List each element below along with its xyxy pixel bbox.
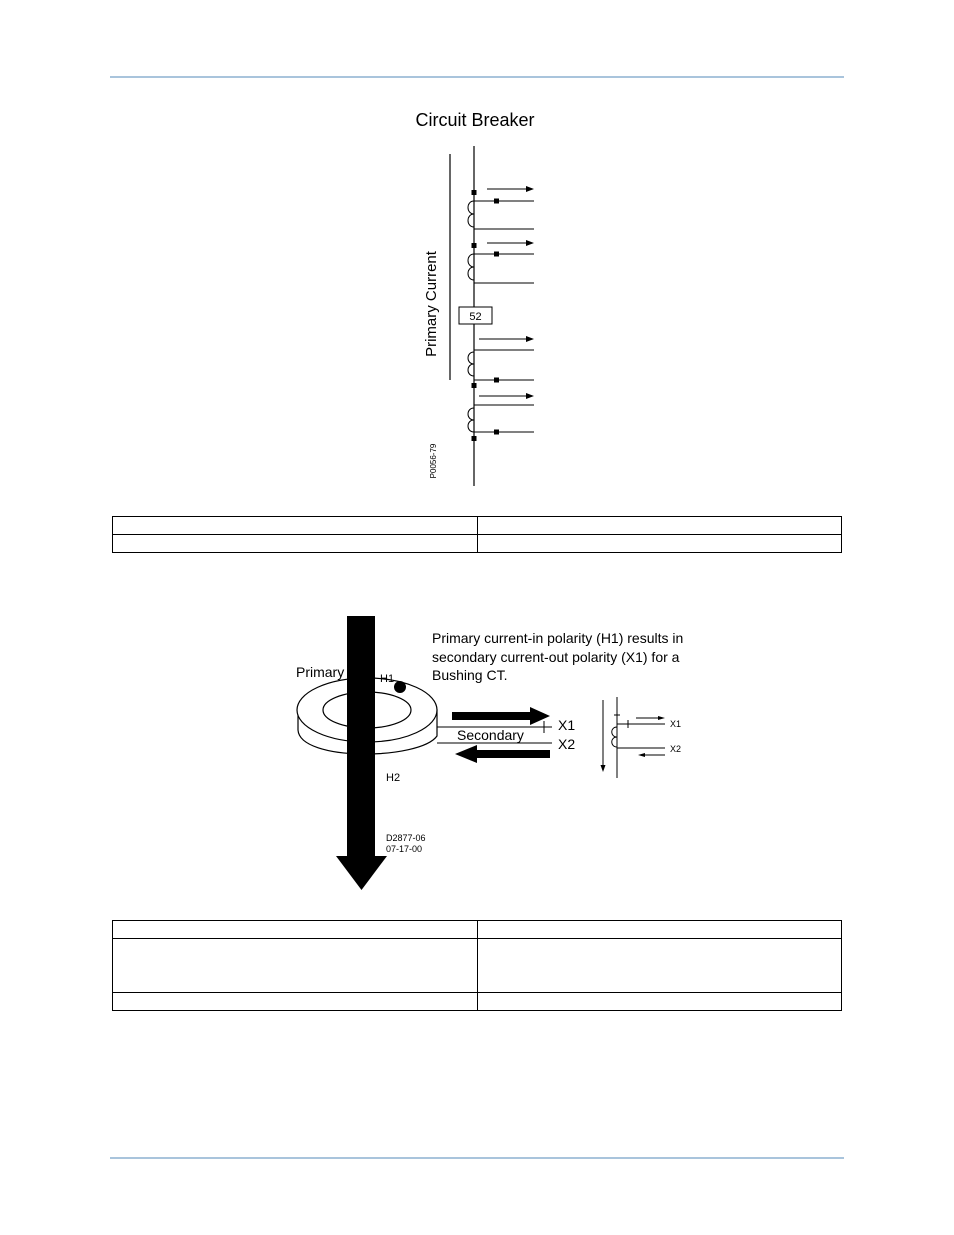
table-cell bbox=[113, 993, 478, 1011]
schematic-x2-label: X2 bbox=[670, 744, 682, 754]
circuit-breaker-title: Circuit Breaker bbox=[415, 110, 535, 130]
x2-label: X2 bbox=[558, 736, 576, 752]
table-cell bbox=[113, 921, 478, 939]
table-row bbox=[113, 993, 842, 1011]
h1-polarity-dot bbox=[394, 681, 406, 693]
drawing-id: D2877-06 bbox=[386, 833, 426, 843]
footer-rule bbox=[110, 1157, 844, 1159]
polarity-caption-line-2: secondary current-out polarity (X1) for a bbox=[432, 649, 680, 665]
primary-label: Primary bbox=[296, 664, 345, 680]
figure-id: P0056-79 bbox=[429, 443, 438, 479]
h1-label: H1 bbox=[380, 673, 395, 685]
primary-arrowhead bbox=[336, 856, 387, 890]
table-cell bbox=[477, 993, 842, 1011]
x1-label: X1 bbox=[558, 717, 576, 733]
table-row bbox=[113, 939, 842, 993]
schematic-x1-label: X1 bbox=[670, 719, 682, 729]
primary-conductor bbox=[347, 616, 375, 858]
h2-label: H2 bbox=[386, 772, 401, 784]
table-cell bbox=[113, 939, 478, 993]
primary-current-label: Primary Current bbox=[423, 251, 440, 357]
polarity-caption-line-3: Bushing CT. bbox=[432, 667, 508, 683]
table-row bbox=[113, 921, 842, 939]
table-cell bbox=[477, 921, 842, 939]
drawing-date: 07-17-00 bbox=[386, 844, 423, 854]
breaker-52-label: 52 bbox=[469, 311, 482, 323]
table-2 bbox=[112, 920, 842, 1011]
secondary-label: Secondary bbox=[457, 727, 524, 743]
polarity-caption-line-1: Primary current-in polarity (H1) results in bbox=[432, 630, 684, 646]
ct-schematic bbox=[601, 697, 666, 778]
table-cell bbox=[477, 939, 842, 993]
